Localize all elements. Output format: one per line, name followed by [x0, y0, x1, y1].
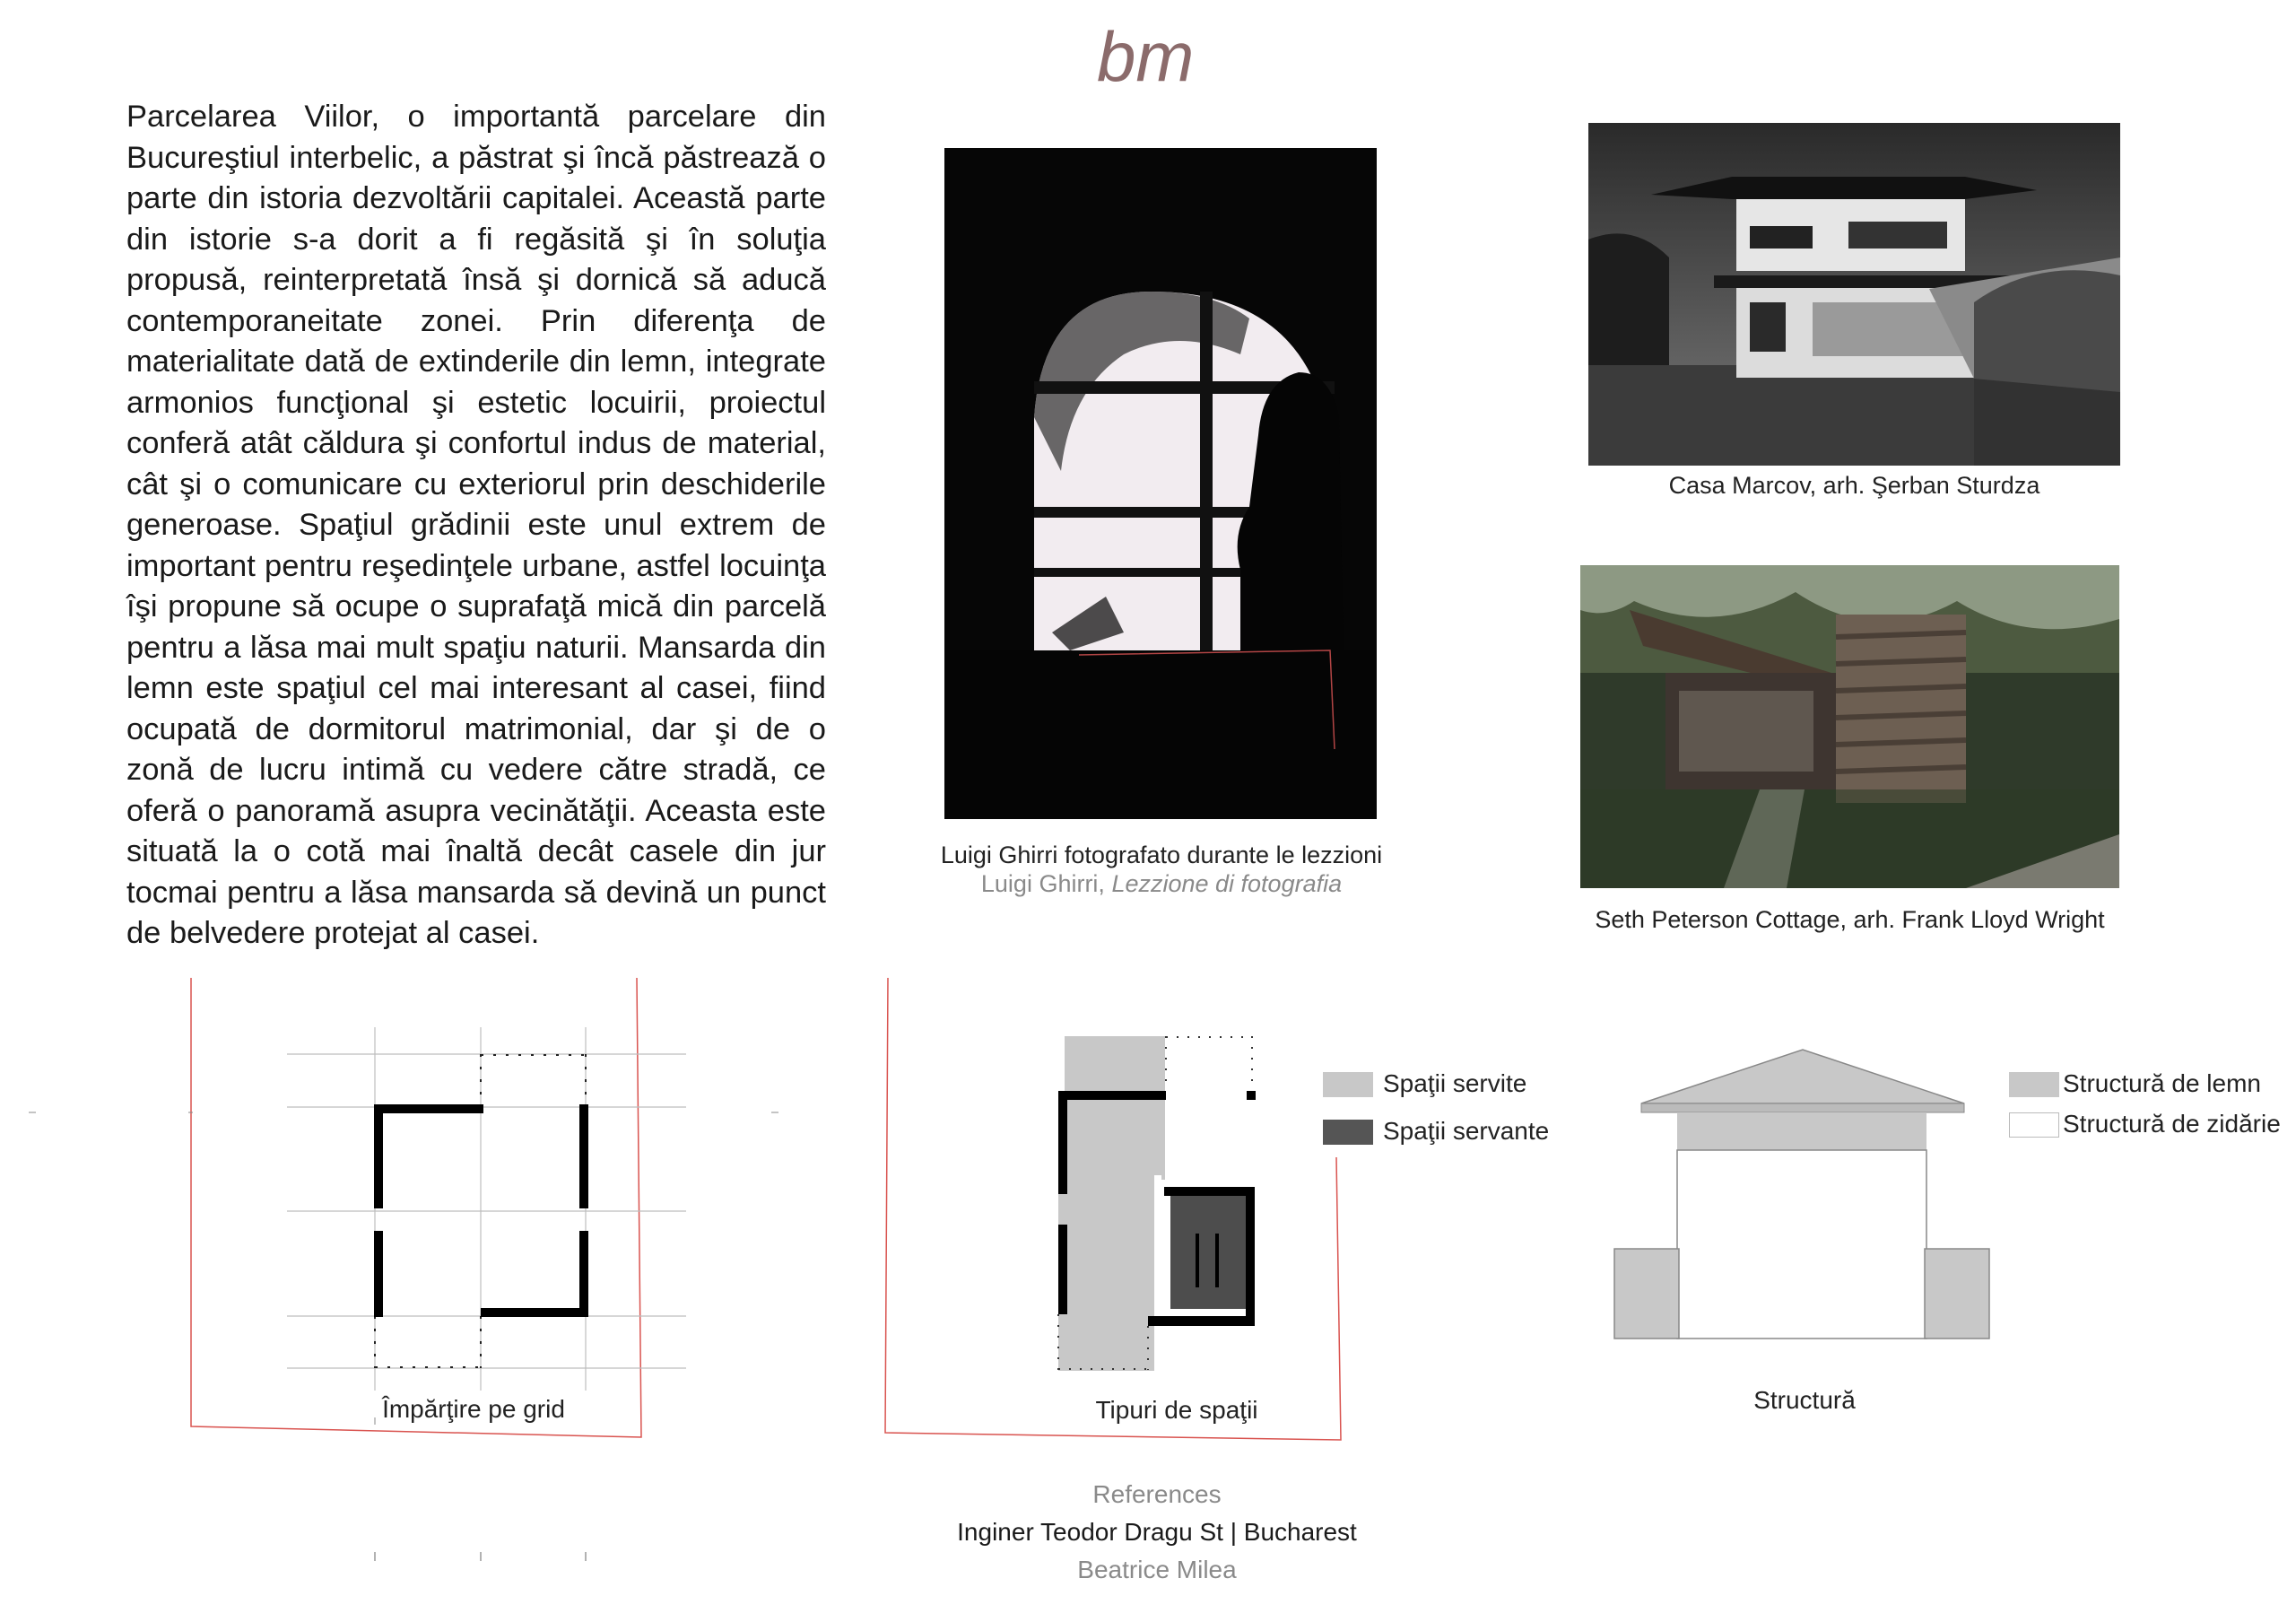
masonry-body: [1677, 1150, 1926, 1339]
ghirri-caption: Luigi Ghirri fotografato durante le lezzioni: [940, 842, 1383, 868]
ghirri-credit-name: Luigi Ghirri,: [980, 870, 1112, 897]
references-author: Beatrice Milea: [1077, 1556, 1237, 1583]
legend-label-timber: Structură de lemn: [2063, 1069, 2261, 1097]
grid-diagram: [18, 969, 789, 1453]
ghirri-credit-title: Lezzione di fotografia: [1111, 870, 1343, 897]
legend-swatch-service: [1323, 1120, 1373, 1145]
spaces-label: Tipuri de spaţii: [1095, 1396, 1258, 1424]
timber-attic: [1677, 1112, 1926, 1150]
intro-paragraph: Parcelarea Viilor, o importantă parcelare din Bucureştiul interbelic, a păstrat şi încă păstrează o parte din istoria dezvoltării capitalei. Această parte din istorie s-a dorit a fi regăsită şi în soluţia propusă, reinterpretată însă şi dornică să aducă contemporaneitate zonei. Prin diferenţa de materialitate dată de extinderile din lemn, integrate armonios funcţional şi estetic locuirii, proiectul conferă atât căldura şi confortul indus de material, cât şi o comunicare cu exteriorul prin deschiderile generoase. Spaţiul grădinii este unul extrem de important pentru reşedinţele urbane, astfel locuinţa îşi propune să ocupe o suprafaţă mică din parcelă pentru a lăsa mai mult spaţiu naturii. Mansarda din lemn este spaţiul cel mai interesant al casei, fiind ocupată de dormitorul matrimonial, dar şi de o zonă de lucru intimă cu vedere către stradă, ce oferă o panoramă asupra vecinătăţii. Aceasta este situată la o cotă mai înaltă decât casele din jur tocmai pentru a lăsa mansarda să devină un punct de belvedere protejat al casei.: [126, 100, 826, 950]
timber-wing-right: [1925, 1249, 1989, 1339]
legend-swatch-masonry: [2009, 1112, 2059, 1138]
structure-diagram: [1605, 1041, 2000, 1435]
axis-ticks: [29, 1112, 778, 1425]
structure-label: Structură: [1753, 1386, 1856, 1414]
legend-swatch-serviced: [1323, 1072, 1373, 1097]
marcov-caption: Casa Marcov, arh. Şerban Sturdza: [1668, 472, 2040, 499]
logo-text: bm: [1097, 17, 1195, 96]
logo: [1090, 11, 1215, 100]
legend-label-service: Spaţii servante: [1383, 1117, 1550, 1145]
marcov-photo: [1588, 123, 2120, 466]
legend-label-masonry: Structură de zidărie: [2063, 1110, 2281, 1138]
references-address: Inginer Teodor Dragu St | Bucharest: [957, 1518, 1357, 1546]
legend-label-serviced: Spaţii servite: [1383, 1069, 1527, 1097]
roof: [1641, 1050, 1964, 1112]
ghirri-credit: [924, 870, 1399, 898]
spaces-diagram: [874, 973, 1377, 1458]
peterson-photo: [1580, 565, 2119, 888]
timber-wing-left: [1614, 1249, 1679, 1339]
service-spaces: [1170, 1192, 1247, 1309]
legend-swatch-timber: [2009, 1072, 2059, 1097]
peterson-caption: Seth Peterson Cottage, arh. Frank Lloyd Wright: [1595, 906, 2105, 933]
ghirri-photo: [944, 148, 1377, 819]
grid-lines: [287, 1027, 686, 1391]
grid-label: Împărţire pe grid: [382, 1395, 565, 1423]
grid-bottom-ticks: [359, 1550, 610, 1568]
references-heading: References: [1092, 1480, 1222, 1508]
